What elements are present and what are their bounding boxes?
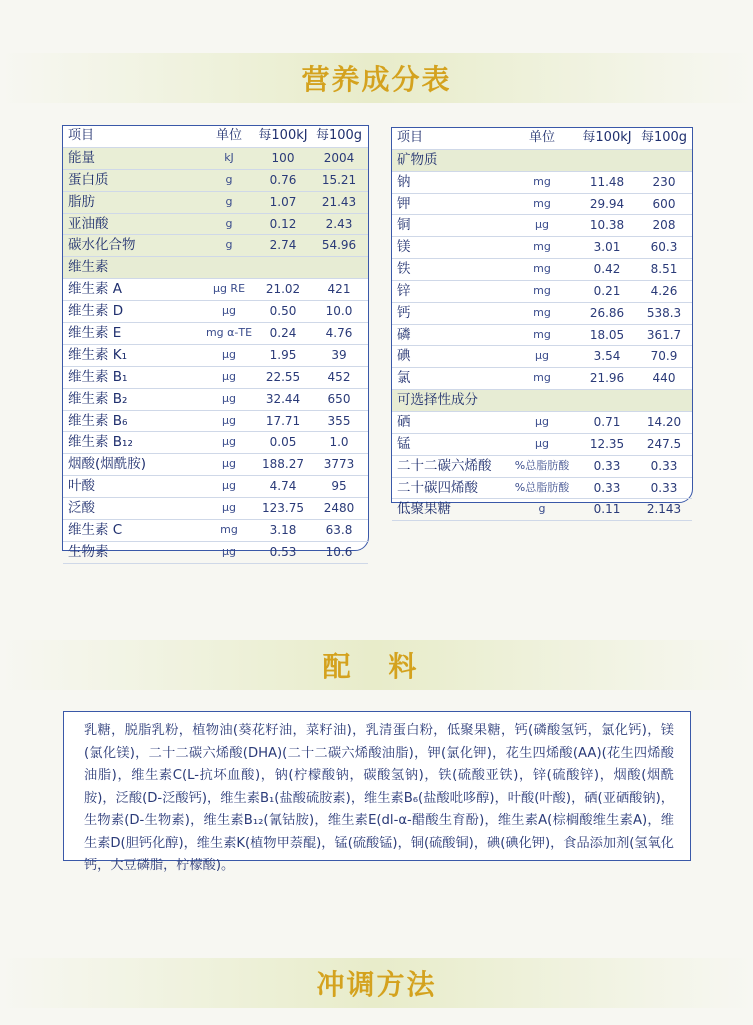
nutrient-name: 维生素 B₂ bbox=[68, 390, 128, 407]
nutrient-name: 泛酸 bbox=[68, 500, 95, 517]
value-per-100kj: 0.71 bbox=[593, 414, 621, 429]
value-per-100kj: 3.54 bbox=[593, 349, 621, 364]
nutrient-name: 生物素 bbox=[68, 543, 109, 560]
value-per-100kj: 21.02 bbox=[265, 282, 301, 297]
value-per-100g: 21.43 bbox=[321, 194, 357, 209]
table-row bbox=[63, 476, 368, 498]
nutrient-unit: μg bbox=[222, 457, 236, 471]
value-per-100g: 2004 bbox=[323, 150, 355, 165]
table-row bbox=[63, 192, 368, 214]
table-row bbox=[63, 542, 368, 564]
header-per-100kj: 每100kJ bbox=[258, 128, 308, 143]
nutrient-unit: mg bbox=[533, 240, 551, 254]
value-per-100g: 8.51 bbox=[650, 262, 678, 277]
ingredients-heading-banner bbox=[0, 640, 753, 690]
value-per-100kj: 100 bbox=[271, 150, 295, 165]
nutrient-unit: μg bbox=[222, 347, 236, 361]
nutrient-unit: g bbox=[225, 216, 233, 230]
nutrient-name: 铁 bbox=[397, 261, 411, 278]
value-per-100g: 10.6 bbox=[325, 544, 353, 559]
value-per-100g: 538.3 bbox=[646, 305, 682, 320]
table-row bbox=[392, 499, 692, 521]
value-per-100kj: 10.38 bbox=[589, 218, 625, 233]
value-per-100kj: 17.71 bbox=[265, 413, 301, 428]
nutrient-unit: mg bbox=[533, 174, 551, 188]
nutrient-name: 维生素 E bbox=[68, 325, 122, 342]
value-per-100g: 600 bbox=[652, 196, 676, 211]
nutrient-name: 脂肪 bbox=[68, 193, 95, 210]
ingredients-text: 乳糖，脱脂乳粉，植物油(葵花籽油，菜籽油)，乳清蛋白粉，低聚果糖，钙(磷酸氢钙，氯化钙)，镁(氯化镁)，二十二碳六烯酸(DHA)(二十二碳六烯酸油脂)，钾(氯化钾)，花生四烯酸(AA)(花生四烯酸油脂)，维生素C(L-抗坏血酸)，钠(柠檬酸钠，碳酸氢钠)，铁(硫酸亚铁)，锌(硫酸锌)，烟酸(烟酰胺)，泛酸(D-泛酸钙)，维生素B₁(盐酸硫胺素)，维生素B₆(盐酸吡哆醇)，叶酸(叶酸)，硒(亚硒酸钠)，生物素(D-生物素)，维生素B₁₂(氰钴胺)，维生素E(dl-α-醋酸生育酚)，维生素A(棕榈酸维生素A)，维生素D(胆钙化醇)，维生素K(植物甲萘醌)，锰(硫酸锰)，铜(硫酸铜)，碘(碘化钾)，食品添加剂(氢氧化钙，大豆磷脂，柠檬酸)。 bbox=[84, 723, 674, 873]
table-category-row bbox=[63, 257, 368, 279]
table-row bbox=[63, 454, 368, 476]
nutrient-unit: mg bbox=[533, 327, 551, 341]
nutrient-name: 维生素 bbox=[68, 259, 109, 276]
value-per-100kj: 1.95 bbox=[269, 347, 297, 362]
value-per-100kj: 11.48 bbox=[589, 174, 625, 189]
value-per-100g: 3773 bbox=[323, 457, 355, 472]
value-per-100g: 2.143 bbox=[646, 502, 682, 517]
nutrition-table-right bbox=[391, 127, 693, 518]
value-per-100g: 10.0 bbox=[325, 304, 353, 319]
value-per-100kj: 21.96 bbox=[589, 371, 625, 386]
nutrient-unit: μg bbox=[535, 436, 549, 450]
nutrient-unit: μg bbox=[535, 218, 549, 232]
table-row bbox=[392, 215, 692, 237]
nutrient-name: 维生素 C bbox=[68, 522, 123, 539]
value-per-100g: 63.8 bbox=[325, 523, 353, 538]
table-row bbox=[392, 412, 692, 434]
value-per-100kj: 0.05 bbox=[269, 435, 297, 450]
header-item: 项目 bbox=[397, 130, 424, 145]
nutrient-unit: g bbox=[225, 172, 233, 186]
nutrient-name: 磷 bbox=[397, 326, 411, 343]
value-per-100g: 2.43 bbox=[325, 216, 353, 231]
value-per-100g: 4.76 bbox=[325, 326, 353, 341]
table-row bbox=[392, 434, 692, 456]
nutrient-name: 可选择性成分 bbox=[397, 392, 478, 409]
nutrient-unit: mg bbox=[533, 283, 551, 297]
value-per-100kj: 3.18 bbox=[269, 523, 297, 538]
nutrient-unit: μg bbox=[222, 501, 236, 515]
table-row bbox=[392, 172, 692, 194]
nutrient-unit: mg α-TE bbox=[205, 326, 253, 340]
header-per-100kj: 每100kJ bbox=[582, 130, 632, 145]
nutrient-name: 能量 bbox=[68, 149, 95, 166]
nutrient-name: 钠 bbox=[397, 173, 411, 190]
table-row bbox=[63, 301, 368, 323]
table-row bbox=[392, 259, 692, 281]
value-per-100kj: 0.76 bbox=[269, 172, 297, 187]
nutrition-heading: 营养成分表 bbox=[301, 63, 452, 96]
table-row bbox=[63, 367, 368, 389]
nutrient-unit: %总脂肪酸 bbox=[514, 458, 570, 472]
value-per-100kj: 0.42 bbox=[593, 262, 621, 277]
nutrient-name: 维生素 B₁ bbox=[68, 368, 128, 385]
nutrient-name: 锌 bbox=[397, 282, 411, 299]
table-row bbox=[392, 237, 692, 259]
value-per-100kj: 22.55 bbox=[265, 369, 301, 384]
value-per-100kj: 0.12 bbox=[269, 216, 297, 231]
nutrient-name: 碘 bbox=[397, 348, 411, 365]
table-row bbox=[392, 456, 692, 478]
value-per-100g: 54.96 bbox=[321, 238, 357, 253]
nutrient-name: 钙 bbox=[397, 304, 411, 321]
value-per-100g: 15.21 bbox=[321, 172, 357, 187]
table-category-row bbox=[392, 150, 692, 172]
nutrient-name: 维生素 B₆ bbox=[68, 412, 128, 429]
nutrient-name: 维生素 D bbox=[68, 303, 124, 320]
nutrient-name: 维生素 B₁₂ bbox=[68, 434, 133, 451]
nutrient-unit: mg bbox=[533, 196, 551, 210]
value-per-100kj: 2.74 bbox=[269, 238, 297, 253]
table-row bbox=[63, 214, 368, 236]
nutrient-unit: μg bbox=[222, 369, 236, 383]
nutrient-name: 维生素 K₁ bbox=[68, 346, 128, 363]
table-row bbox=[63, 389, 368, 411]
table-row bbox=[392, 478, 692, 500]
value-per-100kj: 1.07 bbox=[269, 194, 297, 209]
value-per-100g: 95 bbox=[331, 479, 347, 494]
nutrient-name: 镁 bbox=[397, 239, 411, 256]
value-per-100g: 39 bbox=[331, 347, 347, 362]
nutrient-unit: mg bbox=[533, 371, 551, 385]
value-per-100kj: 0.53 bbox=[269, 544, 297, 559]
nutrient-unit: mg bbox=[220, 523, 238, 537]
nutrient-unit: g bbox=[225, 238, 233, 252]
nutrient-unit: g bbox=[538, 502, 546, 516]
value-per-100kj: 0.50 bbox=[269, 304, 297, 319]
header-per-100g: 每100g bbox=[315, 128, 363, 143]
value-per-100g: 361.7 bbox=[646, 327, 682, 342]
table-row bbox=[63, 170, 368, 192]
value-per-100g: 421 bbox=[327, 282, 351, 297]
value-per-100kj: 3.01 bbox=[593, 240, 621, 255]
nutrient-name: 叶酸 bbox=[68, 478, 95, 495]
value-per-100kj: 188.27 bbox=[262, 457, 304, 472]
nutrient-unit: μg bbox=[222, 391, 236, 405]
nutrient-name: 氯 bbox=[397, 370, 411, 387]
table-category-row bbox=[392, 390, 692, 412]
nutrient-unit: μg bbox=[535, 349, 549, 363]
table-header-row bbox=[392, 128, 692, 150]
ingredients-box bbox=[63, 711, 691, 873]
value-per-100g: 1.0 bbox=[329, 435, 349, 450]
nutrition-heading-banner bbox=[0, 53, 753, 103]
value-per-100g: 452 bbox=[327, 369, 351, 384]
nutrient-unit: %总脂肪酸 bbox=[514, 480, 570, 494]
nutrient-unit: mg bbox=[533, 305, 551, 319]
nutrient-unit: μg bbox=[222, 544, 236, 558]
table-row bbox=[392, 325, 692, 347]
table-row bbox=[63, 520, 368, 542]
nutrient-name: 亚油酸 bbox=[68, 215, 109, 232]
value-per-100g: 355 bbox=[327, 413, 351, 428]
nutrient-unit: μg bbox=[222, 304, 236, 318]
value-per-100kj: 123.75 bbox=[262, 501, 304, 516]
nutrient-name: 二十碳四烯酸 bbox=[397, 479, 478, 496]
nutrient-unit: μg bbox=[222, 413, 236, 427]
value-per-100kj: 12.35 bbox=[589, 436, 625, 451]
value-per-100g: 2480 bbox=[323, 501, 355, 516]
value-per-100g: 60.3 bbox=[650, 240, 678, 255]
value-per-100g: 0.33 bbox=[650, 458, 678, 473]
value-per-100g: 208 bbox=[652, 218, 676, 233]
value-per-100g: 14.20 bbox=[646, 414, 682, 429]
table-row bbox=[63, 279, 368, 301]
nutrient-name: 蛋白质 bbox=[68, 171, 109, 188]
nutrient-name: 硒 bbox=[397, 413, 411, 430]
value-per-100g: 650 bbox=[327, 391, 351, 406]
value-per-100kj: 29.94 bbox=[589, 196, 625, 211]
value-per-100kj: 4.74 bbox=[269, 479, 297, 494]
value-per-100kj: 32.44 bbox=[265, 391, 301, 406]
nutrient-name: 锰 bbox=[397, 435, 411, 452]
nutrient-unit: μg RE bbox=[212, 282, 246, 296]
table-header-row bbox=[63, 126, 368, 148]
value-per-100kj: 0.11 bbox=[593, 502, 621, 517]
table-row bbox=[63, 432, 368, 454]
table-row bbox=[63, 323, 368, 345]
header-item: 项目 bbox=[68, 128, 95, 143]
value-per-100kj: 18.05 bbox=[589, 327, 625, 342]
table-row bbox=[392, 281, 692, 303]
table-row bbox=[63, 235, 368, 257]
table-row bbox=[392, 368, 692, 390]
table-row bbox=[392, 303, 692, 325]
method-heading-banner bbox=[0, 958, 753, 1008]
nutrient-unit: kJ bbox=[224, 150, 234, 164]
table-row bbox=[63, 411, 368, 433]
value-per-100g: 4.26 bbox=[650, 283, 678, 298]
value-per-100g: 230 bbox=[652, 174, 676, 189]
value-per-100g: 0.33 bbox=[650, 480, 678, 495]
ingredients-heading: 配 料 bbox=[322, 650, 431, 683]
nutrient-name: 矿物质 bbox=[397, 151, 438, 168]
nutrient-name: 低聚果糖 bbox=[397, 501, 451, 518]
nutrient-name: 烟酸(烟酰胺) bbox=[68, 456, 147, 473]
table-row bbox=[63, 498, 368, 520]
table-row bbox=[63, 148, 368, 170]
value-per-100kj: 0.21 bbox=[593, 283, 621, 298]
value-per-100kj: 0.33 bbox=[593, 480, 621, 495]
method-heading: 冲调方法 bbox=[316, 968, 437, 1001]
nutrient-unit: μg bbox=[535, 414, 549, 428]
nutrient-unit: μg bbox=[222, 479, 236, 493]
value-per-100kj: 0.33 bbox=[593, 458, 621, 473]
header-per-100g: 每100g bbox=[640, 130, 688, 145]
nutrient-name: 二十二碳六烯酸 bbox=[397, 457, 492, 474]
table-row bbox=[392, 346, 692, 368]
nutrient-name: 钾 bbox=[397, 195, 411, 212]
header-unit: 单位 bbox=[528, 130, 555, 145]
nutrient-name: 维生素 A bbox=[68, 281, 123, 298]
value-per-100kj: 26.86 bbox=[589, 305, 625, 320]
value-per-100g: 440 bbox=[652, 371, 676, 386]
value-per-100g: 247.5 bbox=[646, 436, 682, 451]
nutrient-name: 铜 bbox=[397, 217, 411, 234]
nutrient-unit: g bbox=[225, 194, 233, 208]
value-per-100kj: 0.24 bbox=[269, 326, 297, 341]
nutrient-name: 碳水化合物 bbox=[68, 237, 136, 254]
nutrient-unit: mg bbox=[533, 262, 551, 276]
nutrient-unit: μg bbox=[222, 435, 236, 449]
header-unit: 单位 bbox=[215, 128, 242, 143]
table-row bbox=[392, 194, 692, 216]
table-row bbox=[63, 345, 368, 367]
nutrition-table-left bbox=[62, 125, 369, 560]
value-per-100g: 70.9 bbox=[650, 349, 678, 364]
